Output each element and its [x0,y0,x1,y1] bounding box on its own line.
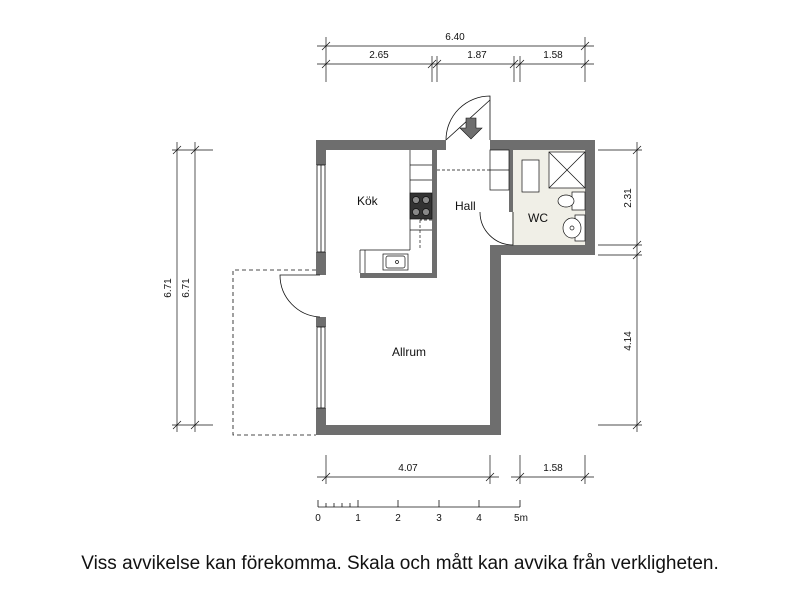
room-label-kitchen: Kök [357,194,378,208]
entrance-arrow-icon [460,118,482,139]
dimension-top-left: 2.65 [369,50,389,61]
scale-label-0: 0 [315,513,321,524]
dimension-top-mid: 1.87 [467,50,487,61]
windows [317,165,325,408]
scale-bar [318,500,520,507]
scale-label-5m: 5m [514,513,528,524]
scale-label-2: 2 [395,513,401,524]
dimension-left-outer: 6.71 [163,278,174,298]
dimension-right-lower: 4.14 [623,331,634,351]
scale-label-3: 3 [436,513,442,524]
scale-label-1: 1 [355,513,361,524]
room-label-hall: Hall [455,199,476,213]
dimension-top-total: 6.40 [445,32,465,43]
disclaimer-text: Viss avvikelse kan förekomma. Skala och mått kan avvika från verkligheten. [81,553,719,574]
room-label-wc: WC [528,211,548,225]
room-label-living: Allrum [392,345,427,359]
kitchen-fixtures [360,150,432,273]
dimension-right-upper: 2.31 [623,188,634,208]
dimension-bottom-right: 1.58 [543,463,563,474]
dimension-left-inner: 6.71 [181,278,192,298]
scale-label-4: 4 [476,513,482,524]
terrace-outline [233,270,316,435]
right-dimensions [598,142,642,432]
hall-fixtures [437,150,509,190]
dimension-bottom-left: 4.07 [398,463,418,474]
dimension-top-right: 1.58 [543,50,563,61]
left-dimensions [172,142,213,432]
